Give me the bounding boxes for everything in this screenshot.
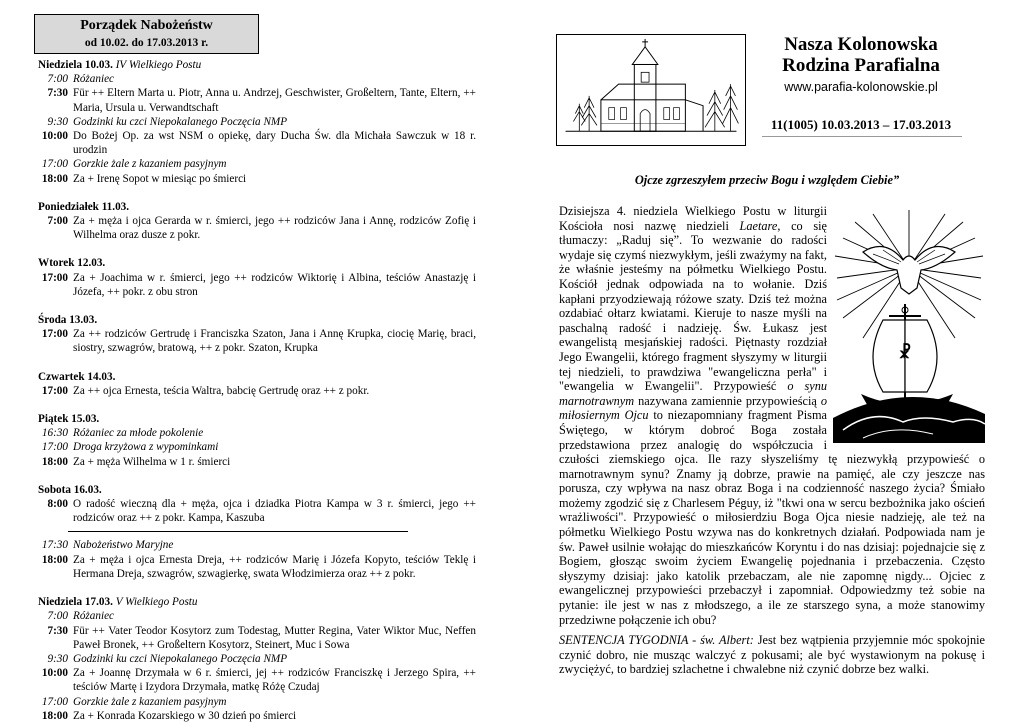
entry-text: Za + męża Wilhelma w 1 r. śmierci	[73, 455, 231, 468]
schedule-header-box	[34, 14, 259, 54]
day-label: Wtorek 12.03.	[38, 257, 106, 270]
day-label: Czwartek 14.03.	[38, 370, 116, 383]
entry-time: 17:00	[41, 271, 68, 284]
entry-text: Godzinki ku czci Niepokalanego Poczęcia NMP	[73, 115, 288, 128]
article-text-3: nazywana zamiennie przypowieścią	[634, 393, 821, 408]
mass-schedule	[38, 58, 476, 723]
entry-text: Für ++ Eltern Marta u. Piotr, Anna u. Andrzej, Geschwister, Großeltern, Tante, Eltern, ++ Maria, Ursula u. Verwandtschaft	[73, 87, 476, 114]
entry-text: Za ++ rodziców Gertrudę i Franciszka Szaton, Jana i Annę Krupka, ciocię Marię, braci, siostry, szwagrów, bratową, ++ z pokr. Szaton, Krupka	[73, 328, 476, 355]
schedule-entry	[38, 384, 476, 398]
entry-text: Za + Joachima w r. śmierci, jego ++ rodziców Wiktorię i Albina, teściów Anastazję i Józefa, ++ pokr. z obu stron	[73, 271, 476, 298]
schedule-entry	[38, 129, 476, 157]
schedule-entry	[38, 440, 476, 454]
entry-text: O radość wieczną dla + męża, ojca i dziadka Piotra Kampa w 3 r. śmierci, jego ++ rodziców oraz ++ z pokr. Kampa, Kaszuba	[73, 498, 476, 525]
day-heading	[38, 256, 476, 270]
day-heading	[38, 200, 476, 214]
schedule-entry	[38, 172, 476, 186]
article-text-4: to niezapomniany fragment Pisma Świętego, w którym dobroć Boga została przedstawiona przez analogię do współczucia i czułości ziemskiego ojca. Ile razy słyszeliśmy tę niezwykłą przypowieść o marnotrawnym synu? Znamy ją dobrze, prawie na pamięć, ale czy jeszcze nas porusza, czy wpływa na nasz obraz Boga i na codzienność naszego życia? Śmiało możemy zgodzić się z Charlesem Péguy, iż "tkwi ona w sercu bezbożnika jako oścień wrażliwości". Przypowieść o miłosierdziu Boga Ojca niesie nadzieję, ale też na półmetku Wielkiego Postu wzywa nas do konkretnych działań. Podpowiada nam je św. Paweł usilnie wołając do mieszkańców Koryntu i do nas dzisiaj: pojednajcie się z Bogiem, głosząc swoim życiem Ewangelię pojednania i przebaczenia. Często słyszymy dzisiaj: jako katolik przebaczam, ale nie zapomnę nigdy... Ojciec z ewangelicznej przypowieści przebaczył i zapomniał. Odpowiedzmy też sobie na pytanie: ile jest w nas z młodszego, a ile ze starszego syna, a może stanowimy przedziwne połączenie ich obu?	[559, 408, 985, 627]
entry-text: Różaniec za młode pokolenie	[73, 427, 204, 440]
day-block	[38, 58, 476, 186]
schedule-entry	[38, 695, 476, 709]
schedule-entry	[38, 426, 476, 440]
article-ojciec: o miłosiernym Ojcu	[559, 393, 827, 423]
entry-time: 9:30	[47, 652, 68, 665]
entry-time: 17:00	[41, 158, 68, 171]
schedule-entry	[38, 327, 476, 355]
entry-text: Za + Joannę Drzymała w 6 r. śmierci, jej ++ rodziców Franciszkę i Jerzego Spira, ++ teściów Martę i Izydora Drzymała, matkę Różę Czudaj	[73, 667, 476, 694]
right-page	[512, 0, 1024, 725]
schedule-entry	[38, 271, 476, 299]
schedule-title: Porządek Nabożeństw	[80, 18, 213, 33]
entry-time: 18:00	[41, 709, 68, 722]
parish-url[interactable]: www.parafia-kolonowskie.pl	[784, 80, 938, 94]
entry-text: Droga krzyżowa z wypominkami	[73, 441, 219, 454]
entry-time: 7:30	[47, 624, 68, 637]
day-heading	[38, 370, 476, 384]
church-illustration	[556, 34, 746, 146]
main-article	[559, 204, 985, 627]
entry-time: 7:30	[47, 87, 68, 100]
entry-time: 17:30	[41, 539, 68, 552]
day-gap	[38, 581, 476, 595]
holy-spirit-ship-icon	[833, 208, 985, 443]
church-drawing-icon	[557, 35, 745, 145]
schedule-entry	[38, 553, 476, 581]
day-heading	[38, 313, 476, 327]
entry-text: Za + Irenę Sopot w miesiąc po śmierci	[73, 172, 247, 185]
day-gap	[38, 469, 476, 483]
day-festival: V Wielkiego Postu	[115, 596, 198, 609]
entry-time: 8:00	[47, 498, 68, 511]
sentence-text: Jest bez wątpienia przyjemnie móc spokojnie czynić dobro, nie musząc walczyć z pokusami; ale być wystawionym na pokusę i zwyciężyć, to bardziej szlachetne i chwalebne niż czynić dobrze bez walki.	[559, 633, 985, 677]
day-gap	[38, 398, 476, 412]
schedule-entry	[38, 157, 476, 171]
day-block	[38, 356, 476, 398]
left-page	[0, 0, 510, 725]
bulletin-title: Nasza Kolonowska Rodzina Parafialna	[782, 34, 940, 76]
schedule-divider	[68, 531, 408, 532]
day-block	[38, 186, 476, 243]
article-syn: o synu marnotrawnym	[559, 379, 828, 408]
entry-text: Do Bożej Op. za wst NSM o opiekę, dary Ducha Św. dla Michała Sawczuk w 18 r. urodzin	[73, 130, 476, 157]
day-heading	[38, 58, 476, 72]
article-text-2: , co się tłumaczy: „Raduj się”. To wezwanie do radości wydaje się czymś niezwykłym, jeśli zważymy na fakt, że właśnie jesteśmy na półmetku Wielkiego Postu. Kościół jednak odpowiada na to wołanie. Dziś kapłani przyodziewają różowe szaty. Dziś też można ozdabiać ołtarz kwiatami. Kieruje to nasze myśli na paschalną radość i nadzieję. Św. Łukasz jest ewangelistą mesjańskiej radości. Piętnasty rozdział Jego Ewangelii, którego fragment słyszymy w liturgii tej niedzieli, to prawdziwa "ewangeliczna perła" i "ewangelia w Ewangelii". Przypowieść	[559, 218, 827, 394]
entry-text: Gorzkie żale z kazaniem pasyjnym	[73, 158, 227, 171]
schedule-entry	[38, 652, 476, 666]
schedule-entry	[38, 455, 476, 469]
entry-time: 18:00	[41, 172, 68, 185]
schedule-entry	[38, 115, 476, 129]
sentence-of-week	[559, 633, 985, 677]
schedule-entry	[38, 72, 476, 86]
entry-time: 17:00	[41, 695, 68, 708]
schedule-entry	[38, 214, 476, 242]
day-label: Niedziela 17.03.	[38, 596, 113, 609]
day-gap	[38, 186, 476, 200]
day-label: Piątek 15.03.	[38, 413, 100, 426]
entry-time: 18:00	[41, 553, 68, 566]
issue-number: 11(1005) 10.03.2013 – 17.03.2013	[770, 117, 952, 132]
entry-text: Za + męża i ojca Gerarda w r. śmierci, jego ++ rodziców Jana i Annę, rodziców Zofię i Wilhelma oraz dusze z pokr.	[73, 215, 476, 242]
entry-time: 18:00	[41, 455, 68, 468]
entry-text: Różaniec	[73, 610, 115, 623]
issue-underline	[762, 136, 962, 137]
entry-time: 9:30	[47, 115, 68, 128]
entry-time: 7:00	[47, 73, 68, 86]
schedule-entry	[38, 497, 476, 525]
article-text-1: Dzisiejsza 4. niedziela Wielkiego Postu w liturgii Kościoła nosi nazwę niedzieli	[559, 204, 827, 233]
day-label: Niedziela 10.03.	[38, 59, 113, 71]
day-block	[38, 299, 476, 356]
day-label: Poniedziałek 11.03.	[38, 200, 130, 213]
entry-time: 7:00	[47, 610, 68, 623]
entry-time: 17:00	[41, 328, 68, 341]
entry-text: Gorzkie żale z kazaniem pasyjnym	[73, 695, 227, 708]
schedule-entry	[38, 609, 476, 623]
entry-text: Za ++ ojca Ernesta, teścia Waltra, babcię Gertrudę oraz ++ z pokr.	[73, 384, 370, 397]
day-heading	[38, 483, 476, 497]
day-label: Sobota 16.03.	[38, 483, 102, 496]
entry-time: 7:00	[47, 215, 68, 228]
entry-text: Nabożeństwo Maryjne	[73, 539, 174, 552]
entry-time: 10:00	[41, 130, 68, 143]
dove-ship-illustration	[833, 208, 985, 443]
day-block	[38, 469, 476, 581]
day-block	[38, 242, 476, 299]
sentence-label: SENTENCJA TYGODNIA - św. Albert:	[559, 633, 754, 647]
article-laetare: Laetare	[739, 218, 778, 233]
day-gap	[38, 299, 476, 313]
entry-time: 16:30	[41, 427, 68, 440]
day-block	[38, 398, 476, 469]
day-gap	[38, 242, 476, 256]
entry-time: 17:00	[41, 384, 68, 397]
day-heading	[38, 412, 476, 426]
entry-time: 10:00	[41, 667, 68, 680]
schedule-entry	[38, 538, 476, 552]
entry-text: Za + męża i ojca Ernesta Dreja, ++ rodziców Marię i Józefa Kopyto, teściów Teklę i Hermana Dreja, szwagrów, szwagierkę, swata Włodzimierza oraz ++ z pokr.	[73, 553, 476, 580]
day-label: Środa 13.03.	[38, 314, 98, 327]
day-gap	[38, 356, 476, 370]
schedule-entry	[38, 86, 476, 114]
day-heading	[38, 595, 476, 609]
entry-text: Für ++ Vater Teodor Kosytorz zum Todestag, Mutter Regina, Vater Wiktor Muc, Neffen Paweł Bronek, ++ Großeltern Kosytorz, Steinert, Muc i Sowa	[73, 624, 476, 651]
schedule-date-range: od 10.02. do 17.03.2013 r.	[84, 37, 209, 49]
day-festival: IV Wielkiego Postu	[115, 59, 202, 71]
schedule-entry	[38, 709, 476, 723]
weekly-motto: Ojcze zgrzeszyłem przeciw Bogu i względem Ciebie”	[634, 173, 900, 187]
svg-text:☧: ☧	[898, 343, 912, 362]
entry-text: Różaniec	[73, 73, 115, 86]
day-block	[38, 581, 476, 723]
schedule-entry	[38, 624, 476, 652]
entry-text: Godzinki ku czci Niepokalanego Poczęcia NMP	[73, 652, 288, 665]
entry-text: Za + Konrada Kozarskiego w 30 dzień po śmierci	[73, 709, 297, 722]
entry-time: 17:00	[41, 441, 68, 454]
schedule-entry	[38, 666, 476, 694]
